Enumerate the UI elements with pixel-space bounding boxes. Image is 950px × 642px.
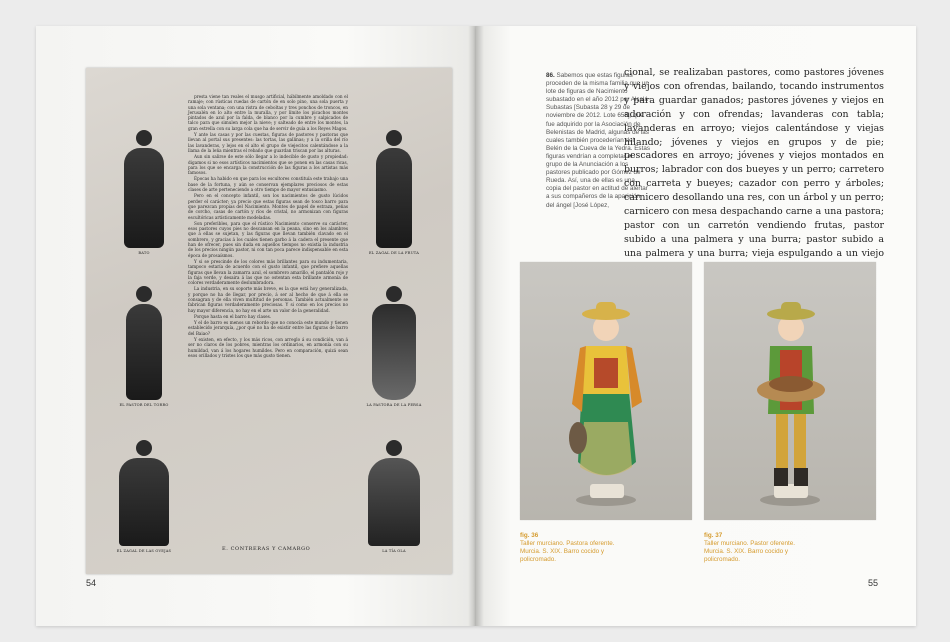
figure-caption-text: Taller murciano. Pastor oferente. Murcia. S. XIX. Barro cocido y policromado. (704, 540, 795, 563)
pastor-figurine (704, 262, 876, 520)
old-figure-caption: EL ZAGAL DE LAS OVEJAS (116, 549, 172, 553)
clipping-signature: E. CONTRERAS Y CAMARGO (222, 546, 311, 552)
clipping-article-text (188, 94, 348, 359)
old-figure-caption: LA PASTORA DE LA PERSA (366, 403, 422, 407)
old-figure-caption: BATO (138, 251, 150, 255)
clipping-paragraph: presta viene tan reales el musgo artificial, hábilmente amoldado con el ramaje; con rústicas ruedas de cartón de en solo pino, una sola puerta y una sola ventana; con una ristra de ceboltas y tres ponchos de troncos, en Jerusalén en lo alto entre la muralla, y por límite los picachos montes pintados de azul por la falda, de blanco por la cumbre y salpicados de talco para que simulen mejor la nieve; y salteado de entre los montes, la gran estrella con su larga cola que ha de servir de guía a los Reyes Magos. (188, 94, 348, 131)
clipping-paragraph: Y si se prescinde de los colores más brillantes para su indumentaria, tampoco estaría de acuerdo con el gusto infantil, que prefiere aquellas figuras que llevan la zamarra azul, el sombrero amarillo, el pantalón rojo y la faja verde, y desaira á las que no ostentan esta brillante armonía de colores verdaderamente deslumbradora. (188, 258, 348, 286)
old-figure-caption: EL ZAGAL DE LA FRUTA (368, 251, 420, 255)
right-page (476, 26, 916, 626)
old-newspaper-clipping (86, 68, 452, 574)
clipping-paragraph: Y ante las casas y por las cuestas, figuras de pastores y pastoras que llevan al portal sus presentes: las tortas, las gallinas; y a la orilla del río las lavanderas, y lejos en el alto el grupo de viejecitos calentándose a la llama de la leña mientras el rebaño que guardan triscan por las alturas. (188, 132, 348, 153)
old-figure-photo (110, 440, 178, 553)
figure-photo-pastora (520, 262, 692, 520)
old-figure-photo (360, 286, 428, 407)
clipping-paragraph: Son preferibles, para que el rústico Nacimiento conserve su carácter, esos pastores cuyos pies no descansan en la peana, sino en los alambres que á ellas se sujetan, y las figuras que llevan también clavado en el sombrero, y gracias á los cuales tienen garbo á la cadera el presente que han de ofrecer, pues sin duda en aquellos tiempos no existía la industria de los precios ningún pastor, ni con tan poca parece indispensable en esta época de prosaísmos. (188, 220, 348, 258)
footnote-text: Sabemos que estas figuras proceden de la misma familia que un lote de figuras de Nacimiento subastado en el año 2012 por Alcalá Subastas [Subasta 28 y 29 de noviembre de 2012. Lote 658], que fue adquirido por la Asociación de Belenistas de Madrid, algunas de las cuales también procederían del Belén de la Cueva de la Yedra. Estas figuras vendrían a completar el grupo de la Anunciación a los pastores publicado por Gómez de Rueda. Así, una de ellas es una copia del pastor en actitud de alertar a sus compañeros de la aparición del ángel [José López, (546, 72, 650, 209)
book-gutter (468, 26, 484, 626)
page-number: 55 (867, 578, 878, 588)
old-figure-caption: LA TÍA OLA (382, 549, 406, 553)
clipping-figures-right (354, 90, 434, 560)
clipping-paragraph: Pero en el concepto infantil, son los nacimientos de gusto lúcidos perder el carácter; ya precio que estas figuras sean de tosco barro para que parezcan propias del Nacimiento. Montes de papel de estraza, peñas de corcho, casas de cartón y ríos de cristal, no armonizan con figuras escultóricas artísticamente modeladas. (188, 193, 348, 220)
clipping-paragraph: La industria, en su soporte más breve, es la que está hoy generalizada, y porque no ha de llegar, por precio, á ser al hecho de que á ella se consagran y de ella viven multitud de personas. También actualmente se fabrican figuras verdaderamente preciosas. Y si como en los precios no hay mayor diferencia, no hay en el arte un valor de la generalidad. (188, 286, 348, 313)
clipping-paragraph: Porque hasta en el barro hay clases. (194, 313, 272, 319)
old-figure-photo (360, 130, 428, 255)
old-figure-caption: EL PASTOR DEL TORRO (119, 403, 169, 407)
figure-caption-text: Taller murciano. Pastora oferente. Murcia. S. XIX. Barro cocido y policromado. (520, 540, 615, 563)
old-figure-photo (110, 130, 178, 255)
clipping-paragraph: Y existen, en efecto, y los más ricos, con arreglo á su condición, van á ser no claros de los pobres, mientras los ordinarios, en armonía con su humildad, van á los hogares humildes. Pero en comparación, quizá sean esos orillados y tristes los que más gusto tienen. (188, 337, 348, 358)
figure-caption-36 (520, 532, 630, 564)
clipping-figures-left (104, 90, 184, 560)
figure-label: fig. 36 (520, 532, 539, 539)
figure-caption-37 (704, 532, 814, 564)
clipping-paragraph: Y el de barro es menos un reborde que no conocía este mundo y tienen establecido jerarquía, ¿por qué no ha de existir entre las figuras de barro del Baiao? (188, 320, 348, 336)
clipping-paragraph: Épocas ha habido en que para los escultores constituía este trabajo una base de la fortuna, y aún se conservan ejemplares preciosos de estas clases de arte perteneciendo a otro tiempo de mayor entusiasmo. (188, 176, 348, 193)
clipping-paragraph: Aun sin salirse de este sólo llegar a lo indecible de gusto y propiedad: digamos si no esos artísticos nacimientos que se ponen en las casas ricas, para los que se encarga la construcción de las figuras a los artistas más famosos. (188, 154, 348, 176)
left-page (36, 26, 476, 626)
figure-label: fig. 37 (704, 532, 723, 539)
old-figure-photo (110, 286, 178, 407)
figure-photo-pastor (704, 262, 876, 520)
footnote-number: 86. (546, 72, 555, 79)
open-book (36, 26, 916, 626)
pastora-figurine (520, 262, 692, 520)
body-text: cional, se realizaban pastores, como pastores jóvenes y viejos con ofrendas, bailando, tocando instrumentos y para guardar ganados; pastores jóvenes y viejos en adoración y con ofrendas; lavanderas con tabla; lavanderas en arroyo; viejos calentándose y viejas hilando; jóvenes y viejos en grupos y de pie; pescadores en arroyo; jóvenes y viejos montados en burros; labrador con dos bueyes y un perro; carretero con carreta y bueyes; cazador con perro y árboles; carnicero desollando una res, con un árbol y un perro; carnicero con mesa despachando carne a una pastora; pastor con un carretón vendiendo frutas, pastor subido a una palmera y una burra; pastor subido a una palmera y una burra; vieja espulgando a un viejo (624, 67, 884, 259)
page-number: 54 (86, 578, 97, 588)
old-figure-photo (360, 440, 428, 553)
